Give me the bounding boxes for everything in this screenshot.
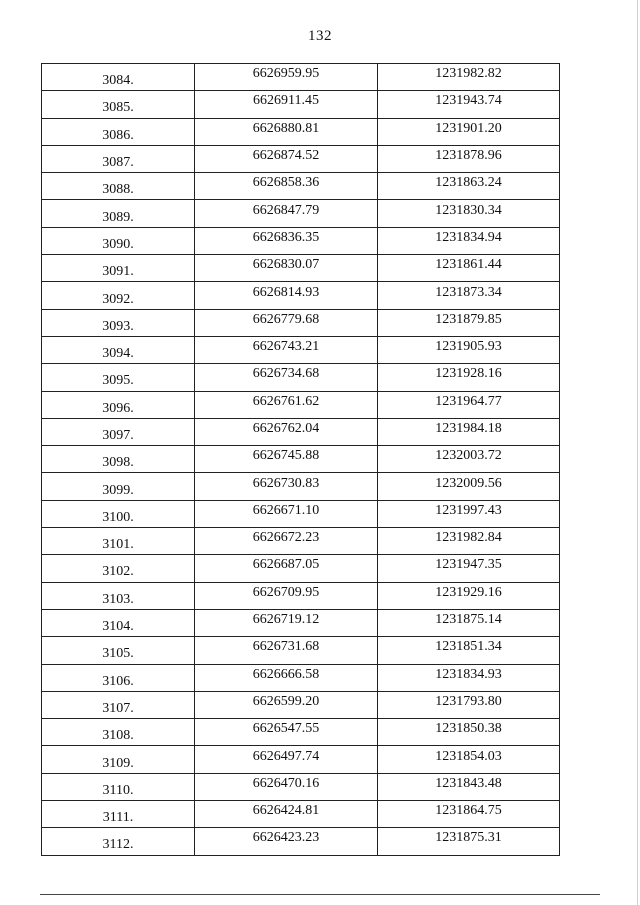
y-coordinate: 1231875.14	[435, 612, 502, 628]
table-row	[42, 91, 560, 118]
x-coordinate: 6626666.58	[252, 666, 320, 682]
x-coordinate-cell	[195, 500, 378, 527]
x-coordinate-cell	[195, 719, 378, 746]
point-number-cell	[42, 91, 195, 118]
x-coordinate-cell	[195, 309, 378, 336]
x-coordinate: 6626830.07	[252, 257, 320, 273]
point-number-cell	[42, 173, 195, 200]
x-coordinate-cell	[195, 691, 378, 718]
x-coordinate: 6626745.88	[252, 448, 320, 464]
x-coordinate: 6626423.23	[252, 830, 320, 846]
scan-edge-line	[637, 0, 638, 905]
point-number-cell	[42, 555, 195, 582]
point-number: 3108.	[102, 728, 134, 744]
y-coordinate-cell	[378, 828, 560, 855]
table-row	[42, 255, 560, 282]
y-coordinate: 1231997.43	[435, 502, 502, 518]
y-coordinate-cell	[378, 91, 560, 118]
x-coordinate-cell	[195, 255, 378, 282]
table-row	[42, 746, 560, 773]
y-coordinate: 1231834.93	[435, 666, 502, 682]
table-row	[42, 801, 560, 828]
point-number-cell	[42, 418, 195, 445]
x-coordinate: 6626734.68	[252, 366, 320, 382]
x-coordinate: 6626731.68	[252, 639, 320, 655]
y-coordinate: 1232009.56	[435, 475, 502, 491]
y-coordinate: 1231793.80	[435, 693, 502, 709]
y-coordinate-cell	[378, 118, 560, 145]
table-row	[42, 664, 560, 691]
point-number-cell	[42, 227, 195, 254]
x-coordinate: 6626424.81	[252, 803, 320, 819]
point-number-cell	[42, 64, 195, 91]
x-coordinate: 6626599.20	[252, 693, 320, 709]
point-number-cell	[42, 364, 195, 391]
x-coordinate-cell	[195, 118, 378, 145]
coordinates-table-body	[42, 64, 560, 856]
x-coordinate: 6626836.35	[252, 229, 320, 245]
x-coordinate: 6626730.83	[252, 475, 320, 491]
table-row	[42, 446, 560, 473]
y-coordinate-cell	[378, 746, 560, 773]
x-coordinate-cell	[195, 64, 378, 91]
point-number: 3100.	[102, 509, 134, 525]
y-coordinate-cell	[378, 473, 560, 500]
point-number-cell	[42, 691, 195, 718]
point-number-cell	[42, 500, 195, 527]
y-coordinate: 1231982.82	[435, 66, 502, 82]
y-coordinate: 1231879.85	[435, 311, 502, 327]
point-number-cell	[42, 801, 195, 828]
y-coordinate-cell	[378, 200, 560, 227]
point-number-cell	[42, 719, 195, 746]
point-number-cell	[42, 282, 195, 309]
x-coordinate-cell	[195, 446, 378, 473]
y-coordinate: 1231863.24	[435, 175, 502, 191]
point-number-cell	[42, 309, 195, 336]
table-row	[42, 282, 560, 309]
point-number: 3097.	[102, 428, 134, 443]
x-coordinate: 6626497.74	[252, 748, 320, 764]
y-coordinate-cell	[378, 582, 560, 609]
table-row	[42, 200, 560, 227]
point-number-cell	[42, 255, 195, 282]
point-number: 3107.	[102, 700, 134, 716]
point-number: 3104.	[102, 619, 134, 635]
point-number-cell	[42, 582, 195, 609]
x-coordinate: 6626959.95	[252, 66, 320, 82]
point-number-cell	[42, 664, 195, 691]
point-number: 3089.	[102, 209, 134, 225]
x-coordinate-cell	[195, 418, 378, 445]
x-coordinate-cell	[195, 773, 378, 800]
table-row	[42, 719, 560, 746]
x-coordinate: 6626470.16	[252, 775, 320, 791]
table-row	[42, 828, 560, 855]
y-coordinate-cell	[378, 528, 560, 555]
point-number: 3090.	[102, 236, 134, 252]
x-coordinate-cell	[195, 364, 378, 391]
point-number-cell	[42, 828, 195, 855]
point-number: 3085.	[102, 100, 134, 116]
y-coordinate-cell	[378, 446, 560, 473]
y-coordinate-cell	[378, 555, 560, 582]
point-number: 3088.	[102, 182, 134, 198]
table-row	[42, 500, 560, 527]
x-coordinate: 6626761.62	[252, 393, 320, 409]
point-number: 3105.	[102, 646, 134, 662]
table-row	[42, 528, 560, 555]
table-row	[42, 336, 560, 363]
x-coordinate-cell	[195, 336, 378, 363]
point-number: 3110.	[102, 782, 134, 798]
y-coordinate: 1231843.48	[435, 775, 502, 791]
point-number-cell	[42, 118, 195, 145]
point-number-cell	[42, 145, 195, 172]
x-coordinate-cell	[195, 200, 378, 227]
coordinates-table	[41, 63, 560, 856]
point-number: 3093.	[102, 318, 134, 334]
table-row	[42, 637, 560, 664]
table-row	[42, 773, 560, 800]
y-coordinate: 1231854.03	[435, 748, 502, 764]
y-coordinate: 1231830.34	[435, 202, 502, 218]
point-number-cell	[42, 609, 195, 636]
point-number: 3111.	[102, 810, 134, 826]
point-number-cell	[42, 446, 195, 473]
y-coordinate: 1231982.84	[435, 530, 502, 546]
x-coordinate-cell	[195, 828, 378, 855]
point-number: 3095.	[102, 373, 134, 389]
y-coordinate-cell	[378, 609, 560, 636]
y-coordinate-cell	[378, 691, 560, 718]
y-coordinate-cell	[378, 282, 560, 309]
y-coordinate-cell	[378, 336, 560, 363]
y-coordinate: 1231850.38	[435, 721, 502, 737]
point-number: 3102.	[102, 564, 134, 580]
point-number: 3103.	[102, 591, 134, 607]
point-number-cell	[42, 200, 195, 227]
x-coordinate-cell	[195, 173, 378, 200]
y-coordinate-cell	[378, 227, 560, 254]
x-coordinate: 6626779.68	[252, 311, 320, 327]
y-coordinate: 1231851.34	[435, 639, 502, 655]
point-number: 3092.	[102, 291, 134, 307]
point-number: 3086.	[102, 127, 134, 143]
x-coordinate-cell	[195, 555, 378, 582]
point-number: 3112.	[102, 837, 134, 853]
y-coordinate-cell	[378, 500, 560, 527]
point-number: 3109.	[102, 755, 134, 771]
bottom-rule	[40, 894, 600, 895]
y-coordinate-cell	[378, 255, 560, 282]
table-row	[42, 309, 560, 336]
y-coordinate: 1231947.35	[435, 557, 502, 573]
table-row	[42, 118, 560, 145]
x-coordinate-cell	[195, 582, 378, 609]
x-coordinate-cell	[195, 528, 378, 555]
point-number: 3096.	[102, 400, 134, 416]
y-coordinate-cell	[378, 719, 560, 746]
y-coordinate: 1231905.93	[435, 339, 502, 355]
table-row	[42, 555, 560, 582]
table-row	[42, 582, 560, 609]
x-coordinate-cell	[195, 473, 378, 500]
point-number: 3101.	[102, 537, 134, 553]
y-coordinate-cell	[378, 145, 560, 172]
table-row	[42, 364, 560, 391]
table-row	[42, 609, 560, 636]
y-coordinate-cell	[378, 364, 560, 391]
y-coordinate-cell	[378, 309, 560, 336]
x-coordinate-cell	[195, 801, 378, 828]
x-coordinate-cell	[195, 609, 378, 636]
point-number: 3087.	[102, 155, 134, 171]
y-coordinate-cell	[378, 418, 560, 445]
table-row	[42, 691, 560, 718]
x-coordinate: 6626672.23	[252, 530, 320, 546]
point-number: 3098.	[102, 455, 134, 471]
point-number: 3091.	[102, 264, 134, 280]
x-coordinate: 6626880.81	[252, 120, 320, 136]
x-coordinate: 6626719.12	[252, 612, 320, 628]
y-coordinate: 1231928.16	[435, 366, 502, 382]
x-coordinate: 6626671.10	[252, 502, 320, 518]
x-coordinate: 6626709.95	[252, 584, 320, 600]
point-number-cell	[42, 528, 195, 555]
table-row	[42, 64, 560, 91]
y-coordinate-cell	[378, 64, 560, 91]
y-coordinate: 1231878.96	[435, 148, 502, 164]
table-row	[42, 173, 560, 200]
x-coordinate-cell	[195, 282, 378, 309]
point-number: 3106.	[102, 673, 134, 689]
y-coordinate-cell	[378, 801, 560, 828]
y-coordinate: 1231834.94	[435, 229, 502, 245]
x-coordinate: 6626847.79	[252, 202, 320, 218]
x-coordinate: 6626743.21	[252, 339, 320, 355]
x-coordinate: 6626814.93	[252, 284, 320, 300]
y-coordinate-cell	[378, 173, 560, 200]
point-number-cell	[42, 746, 195, 773]
y-coordinate: 1232003.72	[435, 448, 502, 464]
x-coordinate-cell	[195, 664, 378, 691]
point-number: 3084.	[102, 73, 134, 89]
point-number-cell	[42, 336, 195, 363]
x-coordinate: 6626547.55	[252, 721, 320, 737]
y-coordinate: 1231873.34	[435, 284, 502, 300]
y-coordinate-cell	[378, 391, 560, 418]
y-coordinate: 1231984.18	[435, 421, 502, 436]
y-coordinate: 1231875.31	[435, 830, 502, 846]
y-coordinate: 1231964.77	[435, 393, 502, 409]
table-row	[42, 473, 560, 500]
x-coordinate: 6626911.45	[253, 93, 319, 109]
x-coordinate: 6626762.04	[252, 421, 320, 436]
point-number-cell	[42, 473, 195, 500]
page-number: 132	[308, 28, 332, 44]
x-coordinate-cell	[195, 227, 378, 254]
y-coordinate-cell	[378, 637, 560, 664]
point-number: 3099.	[102, 482, 134, 498]
table-row	[42, 418, 560, 445]
y-coordinate: 1231861.44	[435, 257, 502, 273]
point-number-cell	[42, 773, 195, 800]
table-row	[42, 227, 560, 254]
x-coordinate-cell	[195, 145, 378, 172]
y-coordinate: 1231901.20	[435, 120, 502, 136]
y-coordinate: 1231864.75	[435, 803, 502, 819]
point-number: 3094.	[102, 346, 134, 362]
y-coordinate-cell	[378, 664, 560, 691]
x-coordinate: 6626687.05	[252, 557, 320, 573]
x-coordinate-cell	[195, 637, 378, 664]
x-coordinate: 6626858.36	[252, 175, 320, 191]
point-number-cell	[42, 637, 195, 664]
x-coordinate-cell	[195, 91, 378, 118]
table-row	[42, 391, 560, 418]
x-coordinate: 6626874.52	[252, 148, 320, 164]
y-coordinate-cell	[378, 773, 560, 800]
point-number-cell	[42, 391, 195, 418]
x-coordinate-cell	[195, 391, 378, 418]
table-row	[42, 145, 560, 172]
y-coordinate: 1231943.74	[435, 93, 502, 109]
y-coordinate: 1231929.16	[435, 584, 502, 600]
x-coordinate-cell	[195, 746, 378, 773]
